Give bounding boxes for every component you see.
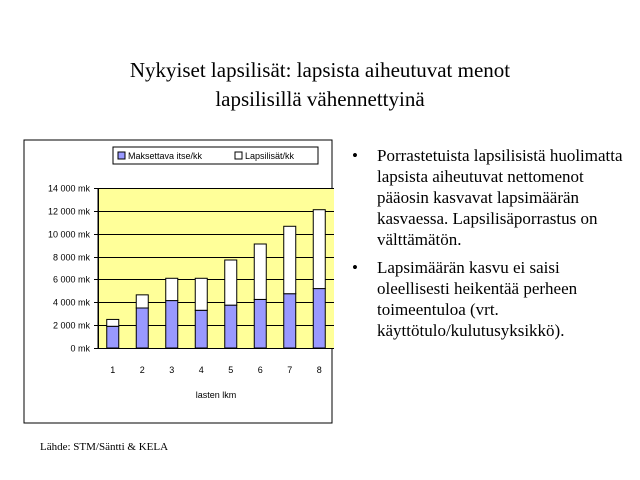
bar-segment-paid (166, 301, 178, 348)
bar-segment-allowance (254, 244, 266, 299)
x-tick-label: 8 (316, 365, 322, 375)
bar-segment-paid (254, 299, 266, 348)
y-tick-label: 8 000 mk (52, 252, 90, 263)
y-tick-label: 6 000 mk (52, 274, 90, 285)
bar-segment-allowance (225, 260, 237, 305)
x-tick-label: 4 (198, 365, 204, 375)
x-tick-label: 1 (110, 365, 116, 375)
bullet-marker: • (352, 146, 358, 165)
bullet-list (352, 145, 632, 348)
x-tick-label: 3 (169, 365, 175, 375)
bullet-item (352, 145, 632, 250)
x-axis-title: lasten lkm (195, 390, 237, 400)
y-tick-label: 10 000 mk (47, 229, 90, 240)
bar-segment-allowance (166, 278, 178, 300)
bar-segment-allowance (136, 295, 148, 308)
x-tick-label: 2 (139, 365, 145, 375)
bar-segment-paid (195, 310, 207, 348)
bullet-text: Porrastetuista lapsilisistä huolimatta lapsista aiheutuvat nettomenot pääosin kasvavat lapsimäärän kasvaessa. Lapsilisäporrastus on välttämätön. (377, 146, 623, 249)
bar-segment-paid (313, 289, 325, 348)
legend-label: Lapsilisät/kk (245, 151, 295, 161)
bullet-text: Lapsimäärän kasvu ei saisi oleellisesti heikentää perheen toimeentuloa (vrt. käyttötulo/kulutusyksikkö). (377, 258, 578, 340)
legend-label: Maksettava itse/kk (128, 151, 203, 161)
bullet-marker: • (352, 258, 358, 277)
chart-legend (113, 147, 318, 164)
x-tick-label: 6 (257, 365, 263, 375)
bar-segment-allowance (107, 319, 119, 326)
legend-swatch (118, 152, 125, 159)
bar-segment-allowance (195, 278, 207, 310)
bar-segment-allowance (284, 226, 296, 293)
legend-swatch (235, 152, 242, 159)
bullet-item (352, 257, 632, 341)
y-tick-label: 2 000 mk (52, 320, 90, 331)
x-tick-label: 5 (228, 365, 234, 375)
slide-title-line-1: Nykyiset lapsilisät: lapsista aiheutuvat menot (129, 58, 511, 82)
bar-segment-allowance (313, 210, 325, 289)
y-tick-label: 14 000 mk (47, 183, 90, 194)
y-tick-label: 0 mk (70, 343, 90, 354)
bar-segment-paid (225, 305, 237, 348)
bar-segment-paid (136, 308, 148, 348)
bar-segment-paid (284, 294, 296, 348)
x-tick-label: 7 (287, 365, 293, 375)
y-tick-label: 4 000 mk (52, 297, 90, 308)
source-note: Lähde: STM/Säntti & KELA (40, 441, 169, 453)
y-tick-label: 12 000 mk (47, 206, 90, 217)
slide-title-line-2: lapsilisillä vähennettyinä (215, 87, 425, 111)
bar-segment-paid (107, 326, 119, 348)
